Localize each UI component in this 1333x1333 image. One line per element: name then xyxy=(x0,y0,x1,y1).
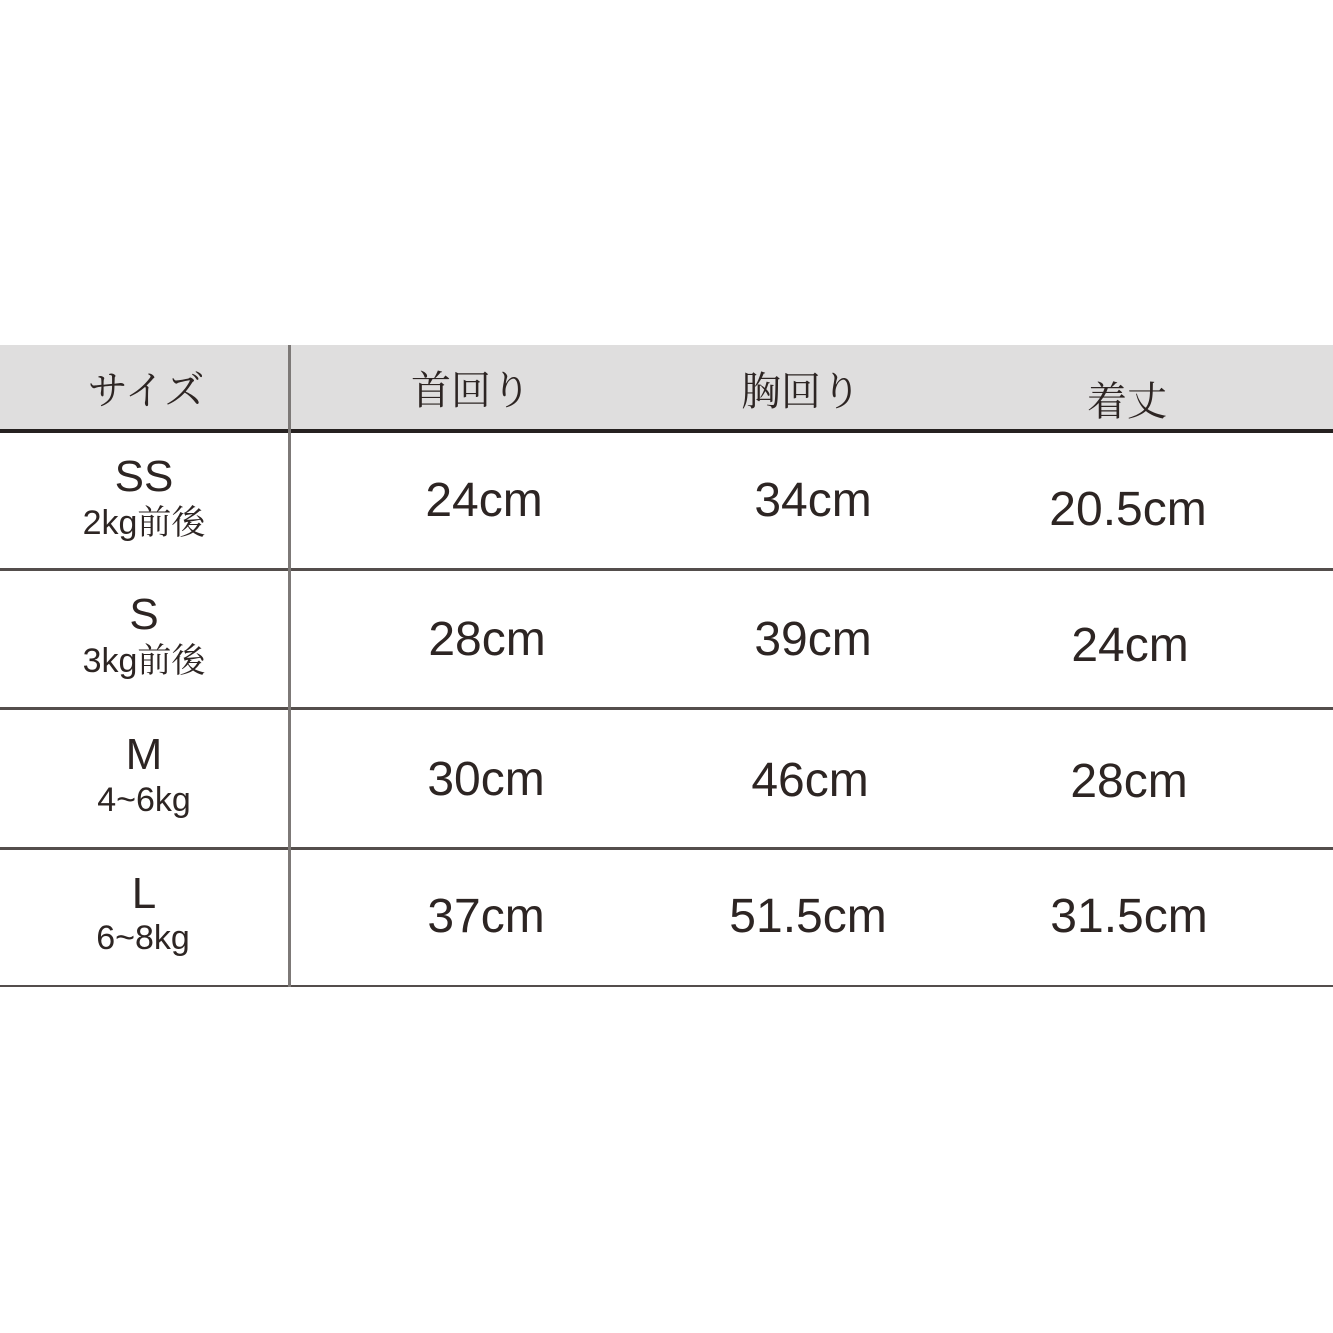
chest-value-s: 39cm xyxy=(754,613,872,666)
neck-value-ss: 24cm xyxy=(425,474,543,527)
neck-value-l: 37cm xyxy=(427,890,545,943)
neck-value-m: 30cm xyxy=(427,753,545,806)
row-separator xyxy=(0,568,1333,571)
header-underline xyxy=(0,429,1333,433)
length-value-s: 24cm xyxy=(1071,619,1189,672)
chest-value-m: 46cm xyxy=(751,754,869,807)
chest-value-l: 51.5cm xyxy=(729,890,887,943)
header-length: 着丈 xyxy=(1087,380,1167,424)
header-chest: 胸回り xyxy=(741,370,861,414)
neck-value-s: 28cm xyxy=(428,613,546,666)
size-label-l: L xyxy=(131,869,157,918)
size-label-s: S xyxy=(129,590,159,639)
weight-note-l: 6~8kg xyxy=(96,919,190,957)
size-label-m: M xyxy=(125,730,163,779)
row-separator xyxy=(0,707,1333,710)
weight-note-m: 4~6kg xyxy=(97,781,191,819)
table-bottom-line xyxy=(0,985,1333,988)
header-size: サイズ xyxy=(87,369,205,413)
length-value-m: 28cm xyxy=(1070,755,1188,808)
chest-value-ss: 34cm xyxy=(754,474,872,527)
weight-note-s: 3kg前後 xyxy=(82,642,206,680)
row-separator xyxy=(0,847,1333,850)
size-label-ss: SS xyxy=(114,452,174,501)
weight-note-ss: 2kg前後 xyxy=(82,504,206,542)
length-value-l: 31.5cm xyxy=(1050,890,1208,943)
column-divider xyxy=(288,345,291,987)
header-neck: 首回り xyxy=(411,369,531,413)
length-value-ss: 20.5cm xyxy=(1049,483,1207,536)
